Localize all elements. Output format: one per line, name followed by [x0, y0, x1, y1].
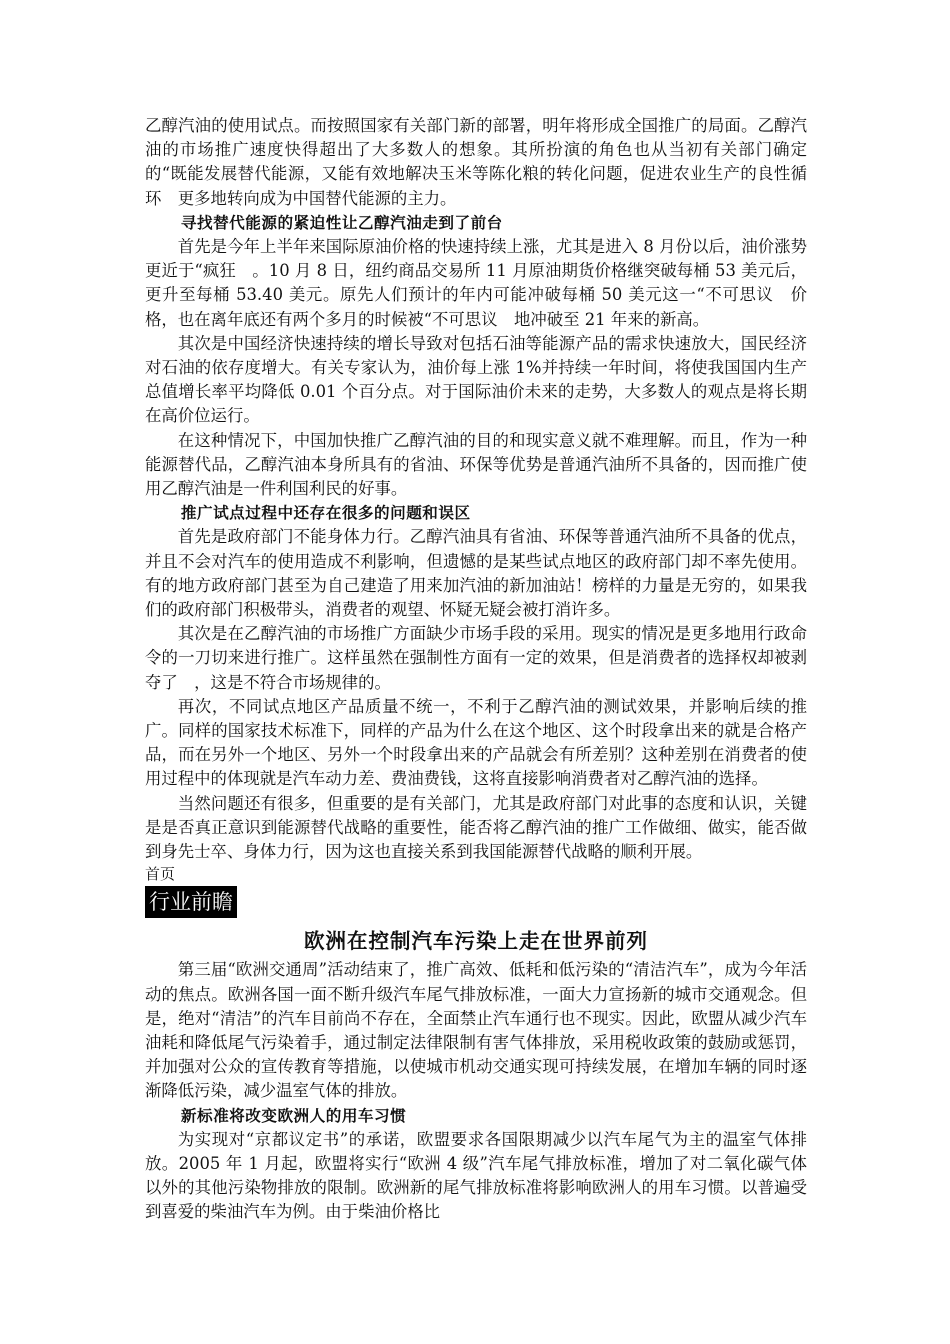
paragraph: 为实现对“京都议定书”的承诺，欧盟要求各国限期减少以汽车尾气为主的温室气体排放。2005 年 1 月起，欧盟将实行“欧洲 4 级”汽车尾气排放标准，增加了对二氧化碳气体以外的其他污染物排放的限制。欧洲新的尾气排放标准将影响欧洲人的用车习惯。以普遍受到喜爱的柴油汽车为例。由于柴油价格比 — [145, 1129, 807, 1222]
document-page — [145, 114, 807, 1225]
section-banner: 行业前瞻 — [145, 886, 237, 918]
paragraph: 乙醇汽油的使用试点。而按照国家有关部门新的部署，明年将形成全国推广的局面。乙醇汽油的市场推广速度快得超出了大多数人的想象。其所扮演的角色也从当初有关部门确定的“既能发展替代能源，又能有效地解决玉米等陈化粮的转化问题，促进农业生产的良性循环 更多地转向成为中国替代能源的主力。 — [145, 116, 807, 208]
paragraph: 在这种情况下，中国加快推广乙醇汽油的目的和现实意义就不难理解。而且，作为一种能源替代品，乙醇汽油本身所具有的省油、环保等优势是普通汽油所不具备的，因而推广使用乙醇汽油是一件利国利民的好事。 — [145, 430, 807, 499]
paragraph: 首先是今年上半年来国际原油价格的快速持续上涨，尤其是进入 8 月份以后，油价涨势更近于“疯狂 。10 月 8 日，纽约商品交易所 11 月原油期货价格继突破每桶 53 美元后，更升至每桶 53.40 美元。原先人们预计的年内可能冲破每桶 50 美元这一“不可思议 价格，也在离年底还有两个多月的时候被“不可思议 地冲破至 21 年来的新高。 — [145, 237, 807, 329]
section-subheading: 新标准将改变欧洲人的用车习惯 — [180, 1106, 407, 1125]
article-title: 欧洲在控制汽车污染上走在世界前列 — [304, 929, 648, 954]
paragraph: 其次是中国经济快速持续的增长导致对包括石油等能源产品的需求快速放大，国民经济对石油的依存度增大。有关专家认为，油价每上涨 1%并持续一年时间，将使我国国内生产总值增长率平均降低 0.01 个百分点。对于国际油价未来的走势，大多数人的观点是将长期在高价位运行。 — [145, 333, 807, 426]
paragraph: 再次，不同试点地区产品质量不统一，不利于乙醇汽油的测试效果，并影响后续的推广。同样的国家技术标准下，同样的产品为什么在这个地区、这个时段拿出来的就是合格产品，而在另外一个地区、另外一个时段拿出来的产品就会有所差别？这种差别在消费者的使用过程中的体现就是汽车动力差、费油费钱，这将直接影响消费者对乙醇汽油的选择。 — [145, 696, 807, 789]
section-subheading: 推广试点过程中还存在很多的问题和误区 — [180, 504, 471, 523]
paragraph: 其次是在乙醇汽油的市场推广方面缺少市场手段的采用。现实的情况是更多地用行政命令的一刀切来进行推广。这样虽然在强制性方面有一定的效果，但是消费者的选择权却被剥夺了 ，这是不符合市场规律的。 — [145, 624, 807, 692]
home-link[interactable]: 首页 — [145, 865, 176, 884]
paragraph: 当然问题还有很多，但重要的是有关部门，尤其是政府部门对此事的态度和认识，关键是是否真正意识到能源替代战略的重要性，能否将乙醇汽油的推广工作做细、做实，能否做到身先士卒、身体力行，因为这也直接关系到我国能源替代战略的顺利开展。 — [145, 793, 807, 862]
paragraph: 首先是政府部门不能身体力行。乙醇汽油具有省油、环保等普通汽油所不具备的优点，并且不会对汽车的使用造成不利影响，但遗憾的是某些试点地区的政府部门却不率先使用。有的地方政府部门甚至为自己建造了用来加汽油的新加油站！榜样的力量是无穷的，如果我们的政府部门积极带头，消费者的观望、怀疑无疑会被打消许多。 — [145, 527, 807, 620]
paragraph: 第三届“欧洲交通周”活动结束了，推广高效、低耗和低污染的“清洁汽车”，成为今年活动的焦点。欧洲各国一面不断升级汽车尾气排放标准，一面大力宣扬新的城市交通观念。但是，绝对“清洁”的汽车目前尚不存在，全面禁止汽车通行也不现实。因此，欧盟从减少汽车油耗和降低尾气污染着手，通过制定法律限制有害气体排放，采用税收政策的鼓励或惩罚，并加强对公众的宣传教育等措施，以使城市机动交通实现可持续发展，在增加车辆的同时逐渐降低污染，减少温室气体的排放。 — [145, 960, 807, 1101]
section-subheading: 寻找替代能源的紧迫性让乙醇汽油走到了前台 — [180, 213, 503, 232]
